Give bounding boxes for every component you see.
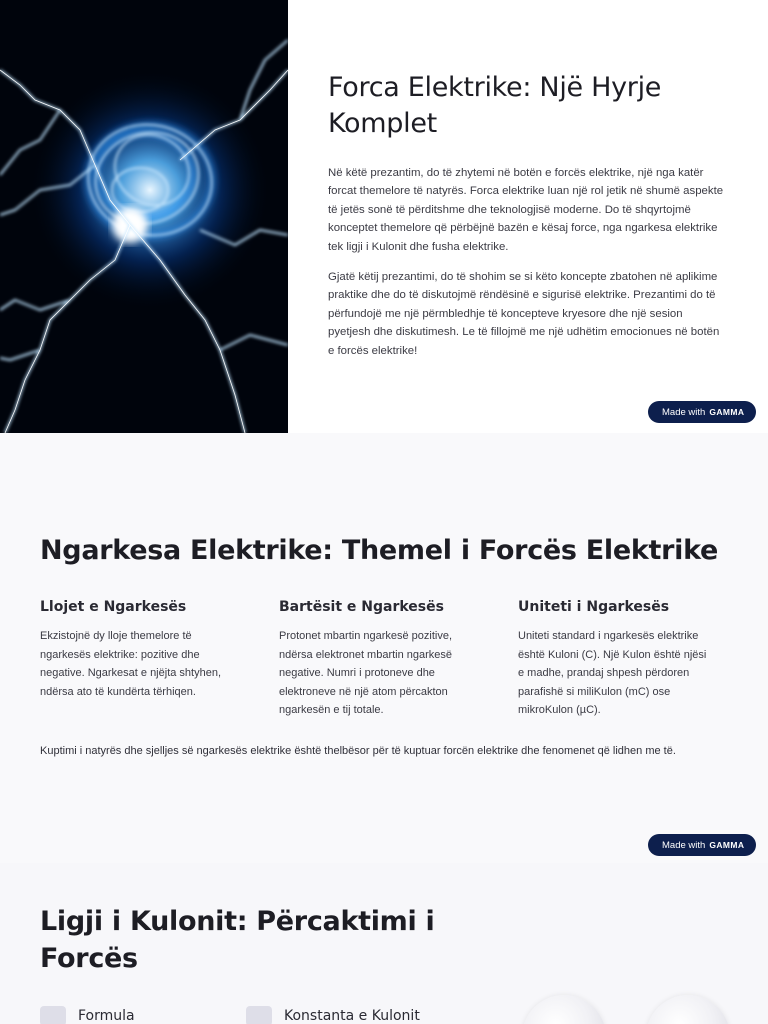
checkbox-icon xyxy=(40,1006,66,1024)
gamma-logo: GAMMA xyxy=(709,407,745,417)
charge-carriers-column xyxy=(279,599,474,720)
column-heading: Bartësit e Ngarkesës xyxy=(279,599,444,615)
slide-intro xyxy=(0,0,768,433)
gamma-logo: GAMMA xyxy=(709,840,745,850)
lightning-orb-image xyxy=(0,0,288,433)
coulomb-constant-item xyxy=(246,1006,420,1024)
section-title: Ngarkesa Elektrike: Themel i Forcës Elektrike xyxy=(40,535,719,566)
item-label: Formula xyxy=(78,1008,135,1024)
column-text: Protonet mbartin ngarkesë pozitive, ndërsa elektronet mbartin ngarkesë negative. Numri i protoneve dhe elektroneve në një atom përcakton ngarkesën e tij totale. xyxy=(279,630,453,717)
charged-sphere-image xyxy=(522,995,606,1024)
badge-prefix: Made with xyxy=(662,839,706,851)
badge-prefix: Made with xyxy=(662,406,706,418)
charged-sphere-image xyxy=(646,995,730,1024)
checkbox-icon xyxy=(246,1006,272,1024)
column-text: Ekzistojnë dy lloje themelore të ngarkesës elektrike: pozitive dhe negative. Ngarkesat e njëjta shtyhen, ndërsa ato të kundërta tërhiqen. xyxy=(40,630,222,698)
page-title: Forca Elektrike: Një Hyrje Komplet xyxy=(328,72,662,139)
slide-electric-charge xyxy=(0,433,768,863)
charge-unit-column xyxy=(518,599,713,720)
charge-types-column xyxy=(40,599,235,701)
column-heading: Llojet e Ngarkesës xyxy=(40,599,187,615)
made-with-gamma-badge[interactable] xyxy=(648,834,756,856)
intro-text-block xyxy=(328,70,728,360)
section-title: Ligji i Kulonit: Përcaktimi i Forcës xyxy=(40,906,435,974)
intro-paragraph-1: Në këtë prezantim, do të zhytemi në botën e forcës elektrike, një nga katër forcat themelore të natyrës. Forca elektrike luan një rol jetik në shumë aspekte të jetës sonë të përditshme dhe teknologjisë moderne. Do të shqyrtojmë konceptet themelore që përbëjnë bazën e kësaj force, nga ngarkesa elektrike tek ligji i Kulonit dhe fusha elektrike. xyxy=(328,167,724,253)
section-summary: Kuptimi i natyrës dhe sjelljes së ngarkesës elektrike është thelbësor për të kuptuar forcën elektrike dhe fenomenet që lidhen me të. xyxy=(40,745,676,757)
column-text: Uniteti standard i ngarkesës elektrike është Kuloni (C). Një Kulon është njësi e madhe, prandaj shpesh përdoren parafishë si miliKulon (mC) ose mikroKulon (µC). xyxy=(518,630,707,717)
slide-coulombs-law xyxy=(0,863,768,1024)
item-label: Konstanta e Kulonit xyxy=(284,1008,420,1024)
column-heading: Uniteti i Ngarkesës xyxy=(518,599,670,615)
intro-paragraph-2: Gjatë këtij prezantimi, do të shohim se si këto koncepte zbatohen në aplikime praktike dhe do të diskutojmë rëndësinë e sigurisë elektrike. Prezantimi do të përfundojë me një përmbledhje të koncepteve kryesore dhe një sesion pyetjesh dhe diskutimesh. Le të fillojmë me një udhëtim emocionues në botën e forcës elektrike! xyxy=(328,271,720,357)
made-with-gamma-badge[interactable] xyxy=(648,401,756,423)
formula-item xyxy=(40,1006,135,1024)
